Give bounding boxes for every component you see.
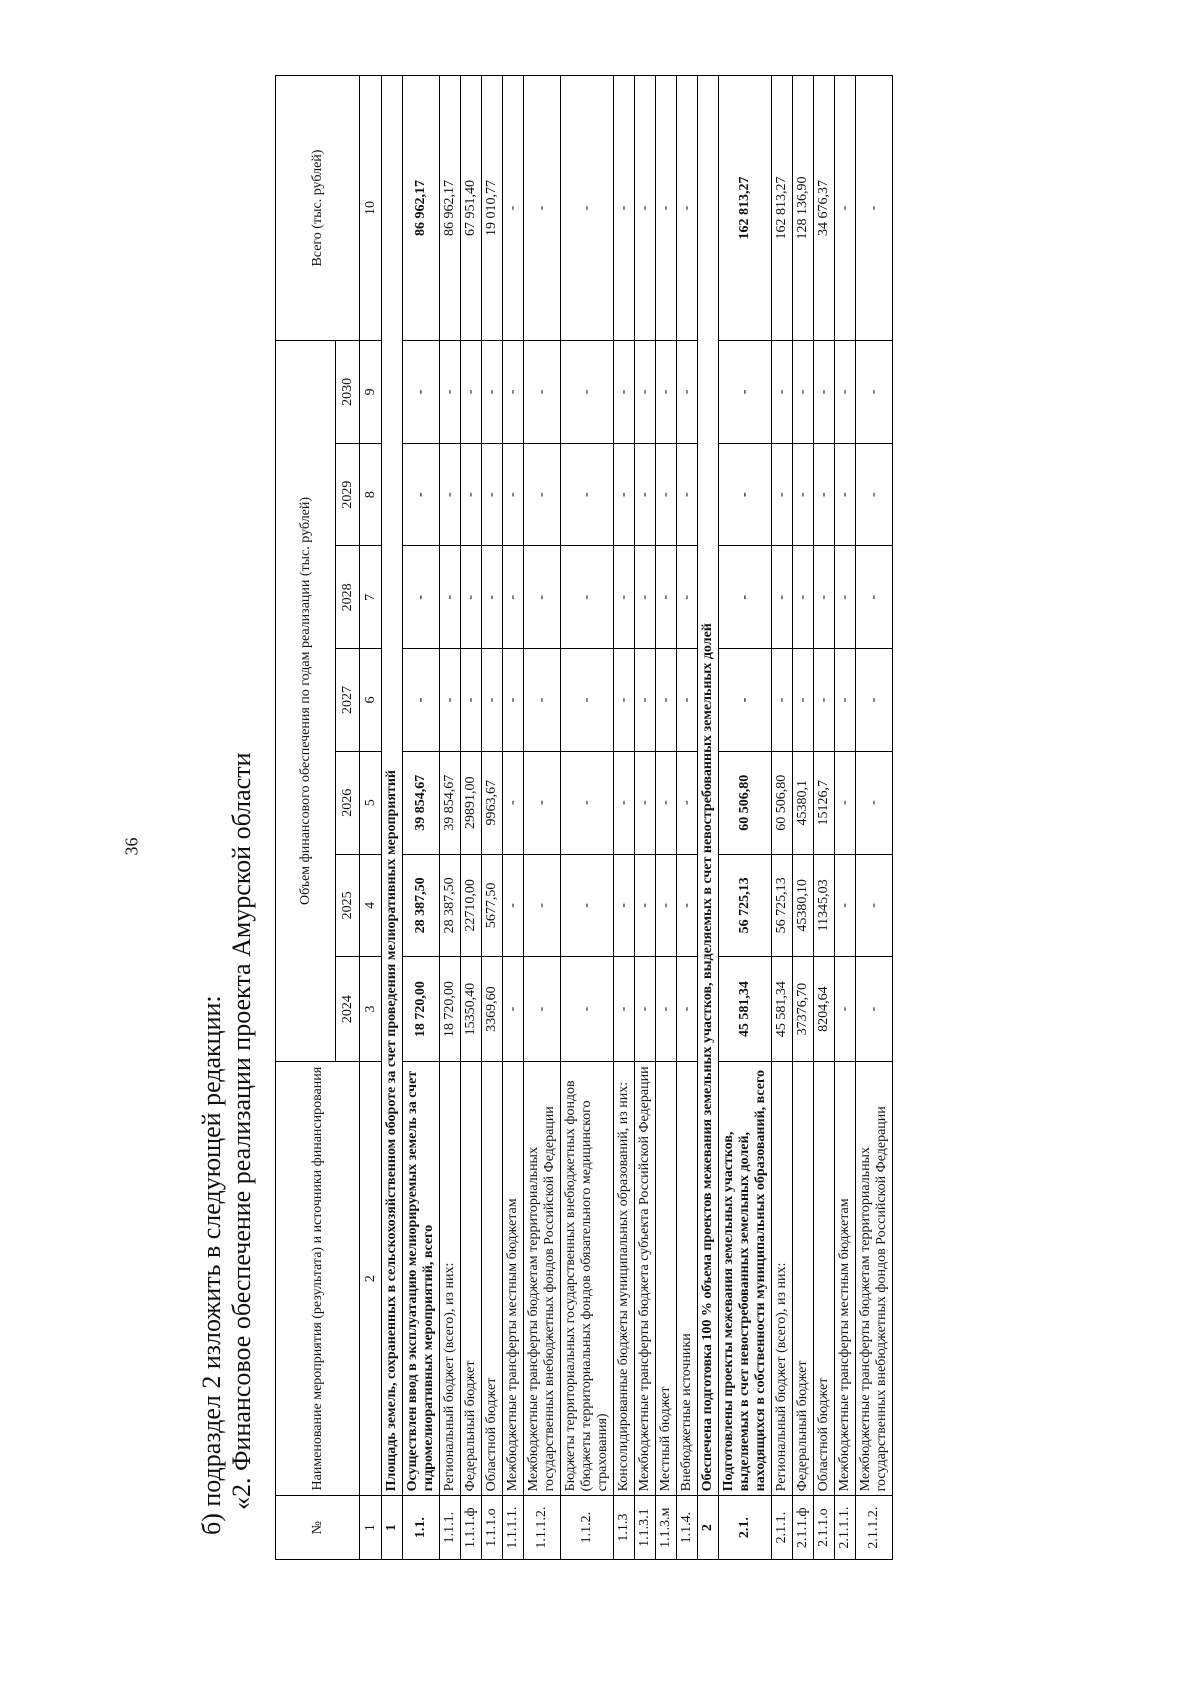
column-index: 5 (360, 751, 382, 854)
header-year: 2024 (336, 957, 360, 1062)
year-value-cell: - (403, 443, 440, 546)
row-name: Региональный бюджет (всего), из них: (772, 1061, 793, 1495)
year-value-cell: - (614, 751, 635, 854)
table-row (835, 76, 856, 1560)
year-value-cell: - (524, 649, 561, 752)
year-value-cell: - (835, 443, 856, 546)
table-row (561, 76, 614, 1560)
year-value-cell: 39 854,67 (440, 751, 461, 854)
table-row (614, 76, 635, 1560)
total-cell: 128 136,90 (793, 76, 814, 341)
table-row (793, 76, 814, 1560)
row-number: 1.1.3.м (656, 1496, 677, 1560)
row-number: 1.1. (403, 1496, 440, 1560)
year-value-cell: 56 725,13 (772, 854, 793, 957)
rotated-page-content (197, 75, 1077, 1560)
year-value-cell: - (772, 341, 793, 444)
column-index: 6 (360, 649, 382, 752)
year-value-cell: 11345,03 (814, 854, 835, 957)
year-value-cell: - (772, 546, 793, 649)
year-value-cell: 45 581,34 (772, 957, 793, 1062)
row-name: Областной бюджет (814, 1061, 835, 1495)
total-cell: 34 676,37 (814, 76, 835, 341)
row-name: Внебюджетные источники (677, 1061, 698, 1495)
year-value-cell: 29891,00 (461, 751, 482, 854)
year-value-cell: - (772, 443, 793, 546)
table-row (677, 76, 698, 1560)
year-value-cell: - (524, 957, 561, 1062)
total-cell: 19 010,77 (482, 76, 503, 341)
section-row (698, 76, 719, 1560)
header-year: 2027 (336, 649, 360, 752)
year-value-cell: - (635, 854, 656, 957)
row-number: 1.1.3 (614, 1496, 635, 1560)
year-value-cell: - (614, 649, 635, 752)
year-value-cell: - (524, 341, 561, 444)
table-row (814, 76, 835, 1560)
row-number: 2.1. (719, 1496, 772, 1560)
year-value-cell: - (835, 957, 856, 1062)
year-value-cell: - (793, 443, 814, 546)
year-value-cell: - (503, 751, 524, 854)
amendment-intro: б) подраздел 2 изложить в следующей редакции: (197, 995, 226, 1535)
column-index: 4 (360, 854, 382, 957)
financing-table (275, 75, 893, 1560)
header-year: 2030 (336, 341, 360, 444)
column-index: 3 (360, 957, 382, 1062)
row-number: 1 (382, 1496, 403, 1560)
year-value-cell: - (461, 341, 482, 444)
year-value-cell: - (677, 751, 698, 854)
year-value-cell: - (503, 443, 524, 546)
total-cell: 162 813,27 (772, 76, 793, 341)
year-value-cell: 28 387,50 (403, 854, 440, 957)
year-value-cell: - (635, 341, 656, 444)
table-row (719, 76, 772, 1560)
column-index: 10 (360, 76, 382, 341)
year-value-cell: - (614, 341, 635, 444)
year-value-cell: - (482, 649, 503, 752)
row-number: 2.1.1.2. (856, 1496, 893, 1560)
year-value-cell: - (482, 443, 503, 546)
total-cell: - (614, 76, 635, 341)
row-name: Межбюджетные трансферты местным бюджетам (503, 1061, 524, 1495)
header-year: 2028 (336, 546, 360, 649)
year-value-cell: - (614, 957, 635, 1062)
year-value-cell: - (503, 341, 524, 444)
year-value-cell: - (835, 341, 856, 444)
year-value-cell: - (635, 649, 656, 752)
year-value-cell: - (814, 443, 835, 546)
year-value-cell: - (503, 546, 524, 649)
row-number: 2.1.1.ф (793, 1496, 814, 1560)
year-value-cell: - (856, 649, 893, 752)
year-value-cell: - (614, 443, 635, 546)
year-value-cell: - (656, 751, 677, 854)
column-index: 8 (360, 443, 382, 546)
table-body (382, 76, 893, 1560)
year-value-cell: - (719, 546, 772, 649)
year-value-cell: - (482, 341, 503, 444)
year-value-cell: - (677, 649, 698, 752)
year-value-cell: - (719, 649, 772, 752)
column-index: 1 (360, 1496, 382, 1560)
table-row (656, 76, 677, 1560)
row-name: Областной бюджет (482, 1061, 503, 1495)
year-value-cell: 60 506,80 (772, 751, 793, 854)
year-value-cell: - (461, 649, 482, 752)
year-value-cell: - (561, 957, 614, 1062)
year-value-cell: 60 506,80 (719, 751, 772, 854)
table-row (440, 76, 461, 1560)
year-value-cell: - (856, 854, 893, 957)
row-name: Межбюджетные трансферты бюджетам территориальных государственных внебюджетных фондов Российской Федерации (524, 1061, 561, 1495)
row-name: Осуществлен ввод в эксплуатацию мелиорируемых земель за счет гидромелиоративных мероприятий, всего (403, 1061, 440, 1495)
year-value-cell: - (835, 854, 856, 957)
total-cell: - (656, 76, 677, 341)
year-value-cell: - (793, 341, 814, 444)
year-value-cell: - (656, 854, 677, 957)
table-row (461, 76, 482, 1560)
year-value-cell: - (856, 341, 893, 444)
year-value-cell: - (677, 854, 698, 957)
year-value-cell: - (635, 957, 656, 1062)
row-number: 2 (698, 1496, 719, 1560)
year-value-cell: - (772, 649, 793, 752)
row-name: Федеральный бюджет (793, 1061, 814, 1495)
row-number: 2.1.1.о (814, 1496, 835, 1560)
year-value-cell: - (677, 957, 698, 1062)
year-value-cell: - (677, 443, 698, 546)
row-name: Межбюджетные трансферты местным бюджетам (835, 1061, 856, 1495)
column-index: 2 (360, 1061, 382, 1495)
year-value-cell: - (793, 649, 814, 752)
year-value-cell: - (656, 957, 677, 1062)
header-year: 2025 (336, 854, 360, 957)
year-value-cell: - (440, 341, 461, 444)
year-value-cell: 8204,64 (814, 957, 835, 1062)
row-number: 1.1.4. (677, 1496, 698, 1560)
header-volume: Объем финансового обеспечения по годам реализации (тыс. рублей) (276, 341, 336, 1062)
row-name: Региональный бюджет (всего), из них: (440, 1061, 461, 1495)
table-row (482, 76, 503, 1560)
year-value-cell: - (635, 443, 656, 546)
year-value-cell: 5677,50 (482, 854, 503, 957)
year-value-cell: - (561, 443, 614, 546)
row-name: Межбюджетные трансферты бюджетам территориальных государственных внебюджетных фондов Российской Федерации (856, 1061, 893, 1495)
year-value-cell: - (635, 546, 656, 649)
year-value-cell: - (856, 443, 893, 546)
year-value-cell: - (719, 341, 772, 444)
total-cell: 162 813,27 (719, 76, 772, 341)
year-value-cell: 22710,00 (461, 854, 482, 957)
year-value-cell: - (503, 854, 524, 957)
row-number: 1.1.1.1. (503, 1496, 524, 1560)
year-value-cell: - (614, 854, 635, 957)
header-year: 2029 (336, 443, 360, 546)
row-number: 1.1.1.ф (461, 1496, 482, 1560)
year-value-cell: - (503, 957, 524, 1062)
year-value-cell: 45 581,34 (719, 957, 772, 1062)
year-value-cell: - (793, 546, 814, 649)
total-cell: 86 962,17 (403, 76, 440, 341)
year-value-cell: - (656, 546, 677, 649)
year-value-cell: - (814, 546, 835, 649)
row-number: 1.1.2. (561, 1496, 614, 1560)
year-value-cell: - (440, 443, 461, 546)
year-value-cell: 15126,7 (814, 751, 835, 854)
column-index: 7 (360, 546, 382, 649)
year-value-cell: - (656, 443, 677, 546)
total-cell: - (677, 76, 698, 341)
year-value-cell: - (856, 751, 893, 854)
section-heading: «2. Финансовое обеспечение реализации проекта Амурской области (227, 752, 256, 1510)
row-number: 1.1.1. (440, 1496, 461, 1560)
year-value-cell: 15350,40 (461, 957, 482, 1062)
year-value-cell: - (403, 341, 440, 444)
year-value-cell: - (524, 854, 561, 957)
year-value-cell: 37376,70 (793, 957, 814, 1062)
table-row (772, 76, 793, 1560)
page-number: 36 (121, 837, 142, 856)
header-total: Всего (тыс. рублей) (276, 76, 360, 341)
year-value-cell: - (403, 649, 440, 752)
row-number: 1.1.1.2. (524, 1496, 561, 1560)
year-value-cell: - (561, 341, 614, 444)
total-cell: 86 962,17 (440, 76, 461, 341)
year-value-cell: - (814, 341, 835, 444)
year-value-cell: - (524, 443, 561, 546)
column-index: 9 (360, 341, 382, 444)
year-value-cell: - (719, 443, 772, 546)
row-name: Бюджеты территориальных государственных внебюджетных фондов (бюджеты территориальных фондов обязательного медицинского страхования) (561, 1061, 614, 1495)
year-value-cell: - (677, 546, 698, 649)
total-cell: - (524, 76, 561, 341)
year-value-cell: - (482, 546, 503, 649)
year-value-cell: - (461, 443, 482, 546)
year-value-cell: - (561, 854, 614, 957)
year-value-cell: - (461, 546, 482, 649)
year-value-cell: - (614, 546, 635, 649)
year-value-cell: - (561, 546, 614, 649)
year-value-cell: - (656, 649, 677, 752)
year-value-cell: 9963,67 (482, 751, 503, 854)
year-value-cell: - (856, 957, 893, 1062)
year-value-cell: 45380,1 (793, 751, 814, 854)
year-value-cell: - (561, 751, 614, 854)
year-value-cell: - (635, 751, 656, 854)
row-name: Местный бюджет (656, 1061, 677, 1495)
table-row (403, 76, 440, 1560)
table-row (524, 76, 561, 1560)
year-value-cell: - (835, 649, 856, 752)
total-cell: 67 951,40 (461, 76, 482, 341)
year-value-cell: - (524, 751, 561, 854)
year-value-cell: - (503, 649, 524, 752)
section-title: Обеспечена подготовка 100 % объема проектов межевания земельных участков, выделяемых в счет невостребованных земельных долей (698, 76, 719, 1496)
section-row (382, 76, 403, 1560)
row-number: 1.1.1.о (482, 1496, 503, 1560)
row-name: Федеральный бюджет (461, 1061, 482, 1495)
year-value-cell: - (561, 649, 614, 752)
year-value-cell: - (835, 751, 856, 854)
table-row (635, 76, 656, 1560)
year-value-cell: 56 725,13 (719, 854, 772, 957)
year-value-cell: - (403, 546, 440, 649)
row-name: Межбюджетные трансферты бюджета субъекта Российской Федерации (635, 1061, 656, 1495)
section-title: Площадь земель, сохраненных в сельскохозяйственном обороте за счет проведения мелиоративных мероприятий (382, 76, 403, 1496)
year-value-cell: 39 854,67 (403, 751, 440, 854)
row-name: Консолидированные бюджеты муниципальных образований, из них: (614, 1061, 635, 1495)
year-value-cell: 45380,10 (793, 854, 814, 957)
year-value-cell: 18 720,00 (403, 957, 440, 1062)
total-cell: - (835, 76, 856, 341)
year-value-cell: 3369,60 (482, 957, 503, 1062)
year-value-cell: - (856, 546, 893, 649)
row-number: 1.1.3.1 (635, 1496, 656, 1560)
table-row (856, 76, 893, 1560)
year-value-cell: 28 387,50 (440, 854, 461, 957)
total-cell: - (503, 76, 524, 341)
total-cell: - (856, 76, 893, 341)
header-year: 2026 (336, 751, 360, 854)
row-number: 2.1.1. (772, 1496, 793, 1560)
year-value-cell: - (524, 546, 561, 649)
year-value-cell: - (814, 649, 835, 752)
year-value-cell: - (677, 341, 698, 444)
row-name: Подготовлены проекты межевания земельных участков, выделяемых в счет невостребованных земельных долей, находящихся в собственности муниципальных образований, всего (719, 1061, 772, 1495)
year-value-cell: - (440, 649, 461, 752)
row-number: 2.1.1.1. (835, 1496, 856, 1560)
year-value-cell: - (440, 546, 461, 649)
year-value-cell: - (656, 341, 677, 444)
total-cell: - (561, 76, 614, 341)
table-row (503, 76, 524, 1560)
year-value-cell: - (835, 546, 856, 649)
total-cell: - (635, 76, 656, 341)
year-value-cell: 18 720,00 (440, 957, 461, 1062)
header-name: Наименование мероприятия (результата) и источники финансирования (276, 1061, 360, 1495)
header-no: № (276, 1496, 360, 1560)
